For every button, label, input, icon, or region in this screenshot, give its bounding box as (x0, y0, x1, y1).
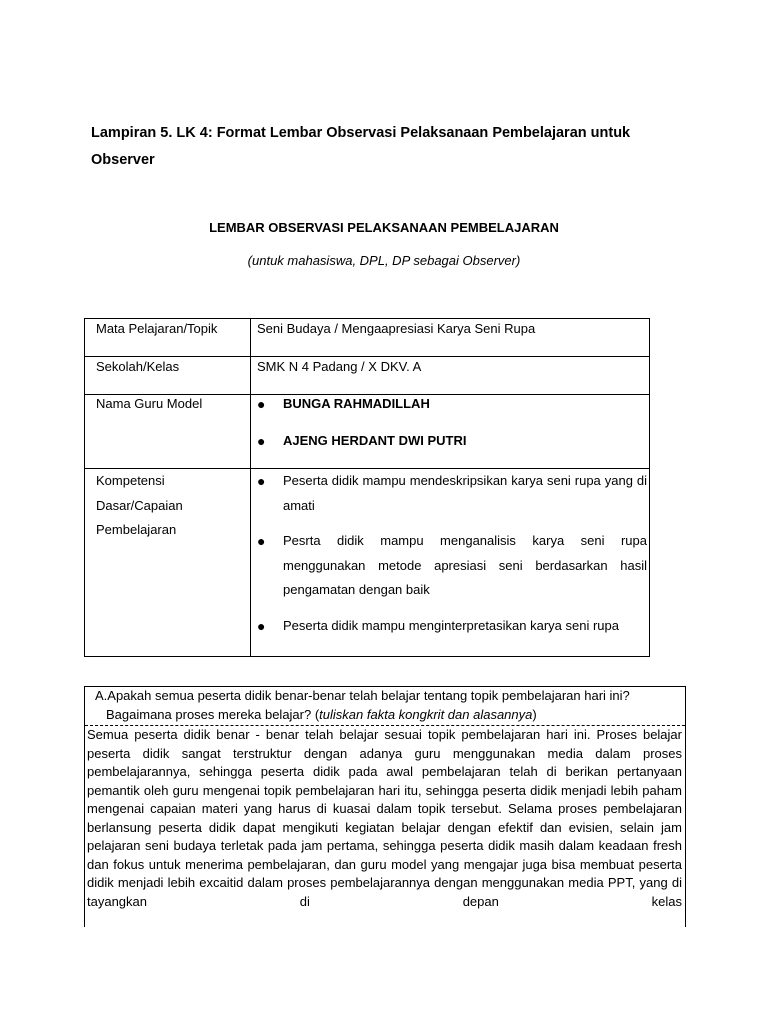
school-label: Sekolah/Kelas (96, 359, 180, 374)
teacher-name: AJENG HERDANT DWI PUTRI (283, 433, 467, 448)
form-subtitle: (untuk mahasiswa, DPL, DP sebagai Observer) (247, 253, 521, 268)
list-item (257, 614, 647, 639)
school-label-cell (85, 357, 251, 395)
table-row-competency (85, 469, 650, 657)
table-row-school (85, 357, 650, 395)
info-table (84, 318, 650, 657)
competency-label-line: Kompetensi (96, 473, 165, 488)
question-line-1: A.Apakah semua peserta didik benar-benar telah belajar tentang topik pembelajaran hari ini? (95, 688, 630, 703)
bullet-icon: ● (257, 396, 266, 412)
list-item (257, 469, 647, 518)
competency-label (96, 469, 250, 543)
competency-list (251, 469, 650, 657)
teacher-name: BUNGA RAHMADILLAH (283, 396, 430, 411)
teacher-label: Nama Guru Model (96, 396, 203, 411)
question-suffix: ) (532, 706, 537, 722)
observation-box (84, 686, 686, 927)
table-row-subject (85, 319, 650, 357)
list-item (257, 395, 647, 413)
list-item (257, 432, 647, 450)
bullet-icon: ● (257, 433, 266, 449)
question-prefix: Bagaimana proses mereka belajar? ( (106, 706, 320, 722)
competency-label-line: Dasar/Capaian (96, 497, 183, 513)
question-instruction: tuliskan fakta kongkrit dan alasannya (319, 706, 533, 722)
competency-label-cell (85, 469, 251, 657)
question-line-2 (95, 706, 679, 725)
subject-label: Mata Pelajaran/Topik (96, 321, 218, 336)
observation-answer: Semua peserta didik benar - benar telah belajar sesuai topik pembelajaran hari ini. Proses belajar peserta didik sangat terstruktur dengan adanya guru menggunakan media dalam proses pembelajarannya, sehingga peserta didik pada awal pembelajaran telah di berikan pertanyaan pemantik oleh guru mengenai topik pembelajaran hari itu, sehingga peserta didik menjadi lebih paham mengenai capaian materi yang harus di kuasai dalam topik tersebut. Selama proses pembelajaran berlansung peserta didik dapat mengikuti kegiatan belajar dengan efektif dan evisien, selain jam pelajaran seni budaya terletak pada jam pertama, sehingga peserta didik masih dalam keadaan fresh dan fokus untuk menerima pembelajaran, dan guru model yang mengajar juga bisa membuat peserta didik menjadi lebih excaitid dalam proses pembelajarannya dengan menggunakan media PPT, yang di tayangkan di depan kelas (87, 727, 682, 909)
teacher-label-cell (85, 395, 251, 469)
subject-value-cell (251, 319, 650, 357)
bullet-icon: ● (257, 473, 266, 489)
document-heading (91, 120, 691, 174)
subject-label-cell (85, 319, 251, 357)
form-title: LEMBAR OBSERVASI PELAKSANAAN PEMBELAJARAN (209, 220, 559, 235)
table-row-teacher (85, 395, 650, 469)
competency-item: Pesrta didik mampu menganalisis karya seni rupa menggunakan metode apresiasi seni berdasarkan hasil pengamatan dengan baik (283, 533, 647, 597)
heading-line-1: Lampiran 5. LK 4: Format Lembar Observasi Pelaksanaan Pembelajaran untuk (91, 125, 631, 141)
heading-line-2: Observer (91, 152, 155, 168)
competency-label-line: Pembelajaran (96, 522, 177, 537)
bullet-icon: ● (257, 617, 266, 634)
teacher-list (251, 395, 650, 469)
observation-question (85, 687, 685, 726)
bullet-icon: ● (257, 533, 266, 549)
school-value: SMK N 4 Padang / X DKV. A (257, 359, 422, 374)
school-value-cell (251, 357, 650, 395)
list-item (257, 529, 647, 603)
subject-value: Seni Budaya / Mengaapresiasi Karya Seni Rupa (257, 321, 536, 336)
competency-item: Peserta didik mampu menginterpretasikan karya seni rupa (283, 617, 620, 633)
competency-item: Peserta didik mampu mendeskripsikan karya seni rupa yang di amati (283, 473, 647, 513)
